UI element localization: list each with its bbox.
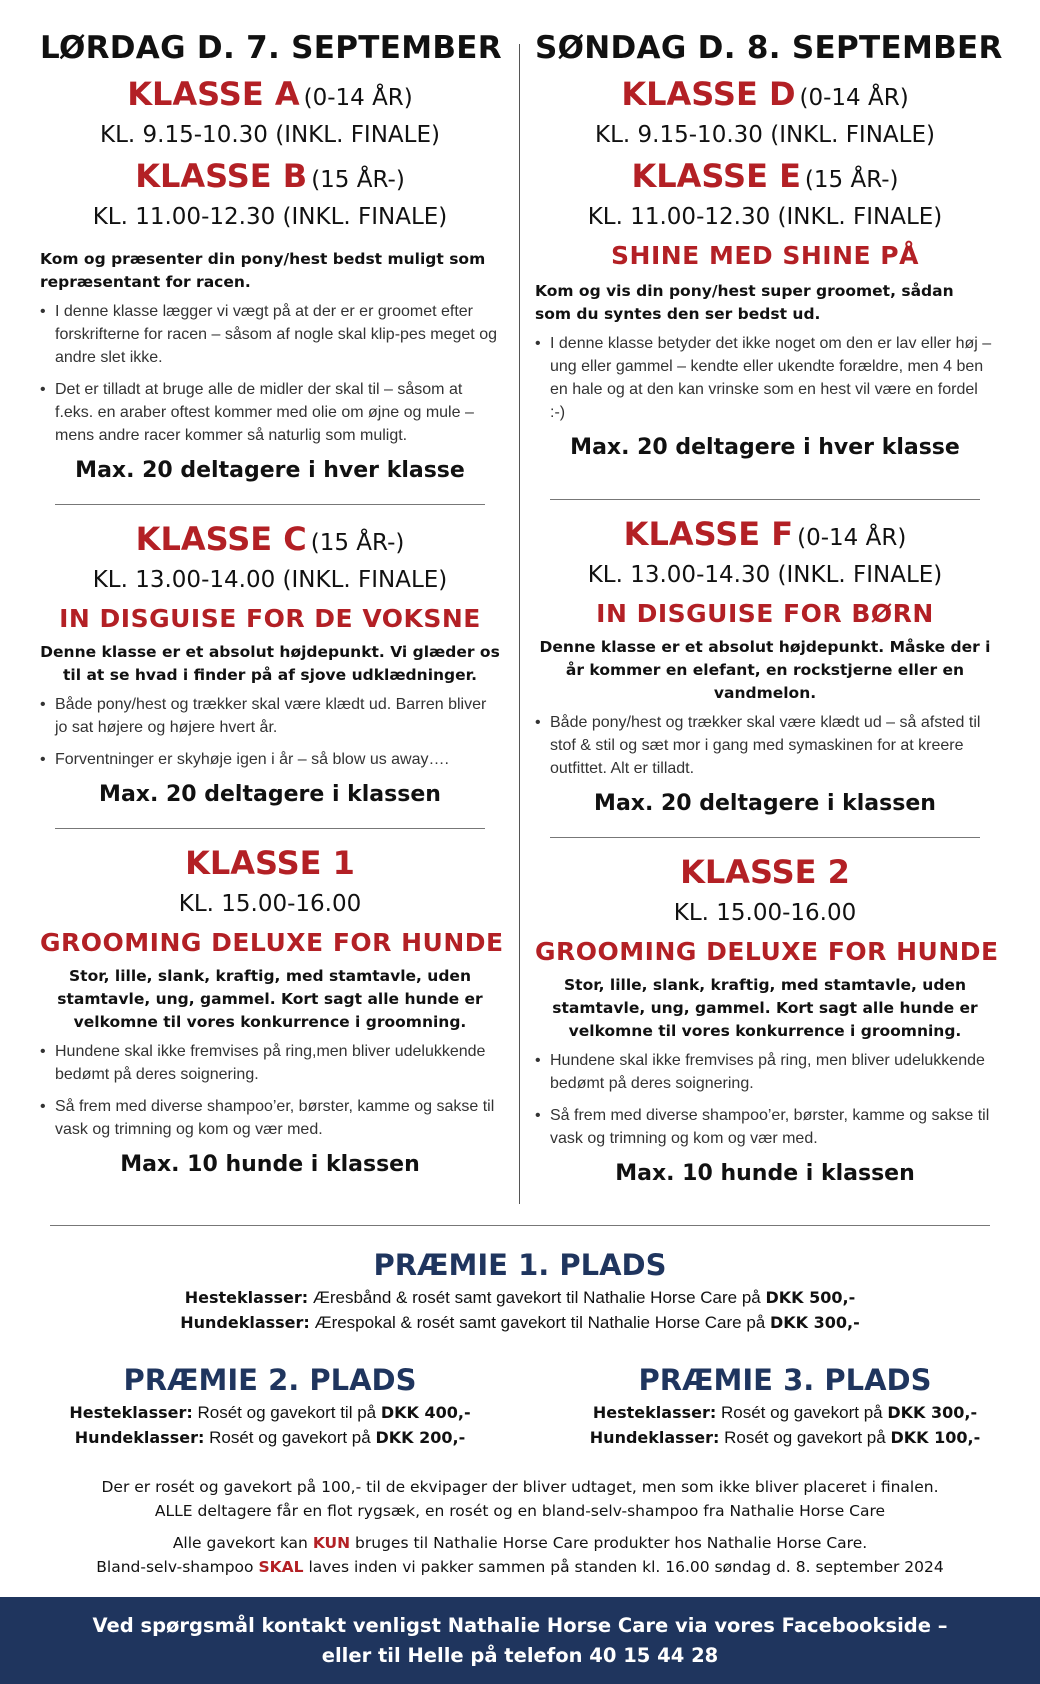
prize-first-dog xyxy=(0,1310,1040,1335)
prize-third-horse xyxy=(545,1400,1025,1425)
klasse-c-age: (15 ÅR-) xyxy=(310,530,405,556)
klasse-a-time: KL. 9.15-10.30 (INKL. FINALE) xyxy=(100,122,440,148)
footer-line-1: Ved spørgsmål kontakt venligst Nathalie Horse Care via vores Facebookside – xyxy=(92,1613,948,1637)
list-item: • Forventninger er skyhøje igen i år – så blow us away…. xyxy=(40,748,500,771)
klasse-e-name: KLASSE E xyxy=(631,157,801,195)
note-emphasis: SKAL xyxy=(258,1558,304,1576)
klasse-b-name: KLASSE B xyxy=(135,157,308,195)
list-item: • Så frem med diverse shampoo’er, børster, kamme og sakse til vask og trimning og kom og vær med. xyxy=(40,1095,500,1141)
klasse-c-heading xyxy=(40,519,500,565)
klasse-d-time: KL. 9.15-10.30 (INKL. FINALE) xyxy=(595,122,935,148)
saturday-column xyxy=(40,30,504,1180)
prize-label: Hesteklasser: xyxy=(184,1288,309,1307)
prize-second xyxy=(30,1360,510,1450)
klasse-f-heading xyxy=(535,514,995,560)
note-line-1: Der er rosét og gavekort på 100,- til de ekvipager der bliver udtaget, men som ikke bliver placeret i finalen. xyxy=(101,1478,939,1496)
prizes-divider xyxy=(50,1225,990,1226)
prize-amount: DKK 500,- xyxy=(765,1288,856,1307)
note-line-3 xyxy=(0,1531,1040,1555)
klasse-a-age: (0-14 ÅR) xyxy=(303,85,413,111)
list-item: • I denne klasse betyder det ikke noget om den er lav eller høj – ung eller gammel – kendte eller ukendte forældre, men 4 ben en hale og at den kan vrinske som en hest vil være en fordel :-) xyxy=(535,332,995,424)
klasse-2-bullets xyxy=(535,1049,995,1150)
prize-text: Ærespokal & rosét samt gavekort til Nathalie Horse Care på xyxy=(314,1313,766,1332)
klasse-1-name: KLASSE 1 xyxy=(185,844,355,882)
note-text: Alle gavekort kan xyxy=(172,1534,308,1552)
sunday-column xyxy=(535,30,1003,1189)
klasse-1-max: Max. 10 hunde i klassen xyxy=(120,1152,420,1177)
klasse-1-time: KL. 15.00-16.00 xyxy=(178,891,362,917)
klasse-c-bullets xyxy=(40,693,500,771)
klasse-d-name: KLASSE D xyxy=(621,75,796,113)
footer-line-2: eller til Helle på telefon 40 15 44 28 xyxy=(321,1643,719,1667)
note-text: bruges til Nathalie Horse Care produkter hos Nathalie Horse Care. xyxy=(355,1534,868,1552)
klasse-c-theme: IN DISGUISE FOR DE VOKSNE xyxy=(59,604,481,633)
klasse-2-max: Max. 10 hunde i klassen xyxy=(615,1161,915,1186)
klasse-de-intro: Kom og vis din pony/hest super groomet, sådan som du syntes den ser bedst ud. xyxy=(535,282,954,323)
prize-amount: DKK 200,- xyxy=(375,1428,466,1447)
klasse-de-bullets xyxy=(535,332,995,424)
prize-amount: DKK 100,- xyxy=(890,1428,981,1447)
klasse-ab-intro: Kom og præsenter din pony/hest bedst muligt som repræsentant for racen. xyxy=(40,250,486,291)
prize-text: Rosét og gavekort på xyxy=(724,1428,886,1447)
section-divider xyxy=(550,837,980,838)
klasse-ab-bullets xyxy=(40,300,500,447)
klasse-e-age: (15 ÅR-) xyxy=(804,167,899,193)
klasse-1-bullets xyxy=(40,1040,500,1141)
klasse-b-age: (15 ÅR-) xyxy=(311,167,405,193)
klasse-2-theme: GROOMING DELUXE FOR HUNDE xyxy=(535,937,999,966)
klasse-f-bullets xyxy=(535,711,995,780)
klasse-c-time: KL. 13.00-14.00 (INKL. FINALE) xyxy=(92,567,448,593)
prize-second-title: PRÆMIE 2. PLADS xyxy=(123,1363,417,1397)
prize-label: Hundeklasser: xyxy=(74,1428,205,1447)
sunday-title: SØNDAG D. 8. SEPTEMBER xyxy=(535,30,1003,66)
klasse-d-heading xyxy=(535,74,995,120)
klasse-2-time: KL. 15.00-16.00 xyxy=(673,900,857,926)
list-item: • Både pony/hest og trækker skal være klædt ud. Barren bliver jo sat højere og højere hvert år. xyxy=(40,693,500,739)
note-text: Bland-selv-shampoo xyxy=(96,1558,254,1576)
section-divider xyxy=(55,504,485,505)
prize-third xyxy=(545,1360,1025,1450)
list-item: • Det er tilladt at bruge alle de midler der skal til – såsom at f.eks. en araber oftest kommer med olie om øjne og mule – mens andre racer kommer så naturlig som muligt. xyxy=(40,378,500,447)
prize-first-title: PRÆMIE 1. PLADS xyxy=(373,1248,667,1282)
prize-label: Hundeklasser: xyxy=(589,1428,720,1447)
list-item: • Hundene skal ikke fremvises på ring, men bliver udelukkende bedømt på deres soignering. xyxy=(535,1049,995,1095)
notes xyxy=(0,1475,1040,1579)
klasse-f-time: KL. 13.00-14.30 (INKL. FINALE) xyxy=(587,562,943,588)
section-divider xyxy=(550,499,980,500)
center-divider xyxy=(519,44,520,1204)
klasse-1-heading xyxy=(40,843,500,889)
klasse-e-time: KL. 11.00-12.30 (INKL. FINALE) xyxy=(587,204,943,230)
prize-second-horse xyxy=(30,1400,510,1425)
klasse-a-name: KLASSE A xyxy=(127,75,300,113)
list-item: • Både pony/hest og trækker skal være klædt ud – så afsted til stof & stil og sæt mor i gang med symaskinen for at kreere outfittet. Alt er tilladt. xyxy=(535,711,995,780)
klasse-f-name: KLASSE F xyxy=(623,515,794,553)
contact-footer xyxy=(0,1597,1040,1684)
prize-text: Rosét og gavekort på xyxy=(721,1403,883,1422)
klasse-e-heading xyxy=(535,156,995,202)
prize-third-dog xyxy=(545,1425,1025,1450)
klasse-b-heading xyxy=(40,156,500,202)
prize-second-dog xyxy=(30,1425,510,1450)
section-divider xyxy=(55,828,485,829)
saturday-title: LØRDAG D. 7. SEPTEMBER xyxy=(40,30,502,66)
note-line-4 xyxy=(0,1555,1040,1579)
prize-text: Æresbånd & rosét samt gavekort til Nathalie Horse Care på xyxy=(312,1288,761,1307)
klasse-f-age: (0-14 ÅR) xyxy=(797,525,907,551)
klasse-a-heading xyxy=(40,74,500,120)
klasse-f-intro: Denne klasse er et absolut højdepunkt. Måske der i år kommer en elefant, en rockstjerne eller en vandmelon. xyxy=(539,638,991,702)
klasse-1-theme: GROOMING DELUXE FOR HUNDE xyxy=(40,928,504,957)
prize-amount: DKK 300,- xyxy=(887,1403,978,1422)
klasse-2-intro: Stor, lille, slank, kraftig, med stamtavle, uden stamtavle, ung, gammel. Kort sagt alle hunde er velkomne til vores konkurrence i groomning. xyxy=(552,976,978,1040)
klasse-f-theme: IN DISGUISE FOR BØRN xyxy=(596,599,934,628)
prize-first xyxy=(0,1245,1040,1335)
list-item: • Hundene skal ikke fremvises på ring,men bliver udelukkende bedømt på deres soignering. xyxy=(40,1040,500,1086)
note-text: laves inden vi pakker sammen på standen kl. 16.00 søndag d. 8. september 2024 xyxy=(308,1558,944,1576)
prize-label: Hesteklasser: xyxy=(69,1403,193,1422)
klasse-1-intro: Stor, lille, slank, kraftig, med stamtavle, uden stamtavle, ung, gammel. Kort sagt alle hunde er velkomne til vores konkurrence i groomning. xyxy=(57,967,483,1031)
klasse-ab-max: Max. 20 deltagere i hver klasse xyxy=(75,458,465,483)
klasse-c-name: KLASSE C xyxy=(135,520,307,558)
klasse-d-age: (0-14 ÅR) xyxy=(799,85,909,111)
list-item: • Så frem med diverse shampoo’er, børster, kamme og sakse til vask og trimning og kom og vær med. xyxy=(535,1104,995,1150)
prize-first-horse xyxy=(0,1285,1040,1310)
prize-label: Hundeklasser: xyxy=(180,1313,310,1332)
prize-text: Rosét og gavekort på xyxy=(209,1428,371,1447)
klasse-b-time: KL. 11.00-12.30 (INKL. FINALE) xyxy=(92,204,448,230)
list-item: • I denne klasse lægger vi vægt på at der er er groomet efter forskrifterne for racen – såsom af nogle skal klip-pes meget og andre slet ikke. xyxy=(40,300,500,369)
prize-third-title: PRÆMIE 3. PLADS xyxy=(638,1363,932,1397)
prize-amount: DKK 400,- xyxy=(380,1403,471,1422)
klasse-2-heading xyxy=(535,852,995,898)
prize-label: Hesteklasser: xyxy=(592,1403,717,1422)
klasse-c-intro: Denne klasse er et absolut højdepunkt. Vi glæder os til at se hvad i finder på af sjove udklædninger. xyxy=(40,643,500,684)
note-line-2: ALLE deltagere får en flot rygsæk, en rosét og en bland-selv-shampoo fra Nathalie Horse Care xyxy=(154,1502,886,1520)
klasse-2-name: KLASSE 2 xyxy=(680,853,850,891)
klasse-f-max: Max. 20 deltagere i klassen xyxy=(594,791,936,816)
prize-text: Rosét og gavekort til på xyxy=(197,1403,377,1422)
note-emphasis: KUN xyxy=(312,1534,351,1552)
prize-amount: DKK 300,- xyxy=(770,1313,860,1332)
klasse-de-theme: SHINE MED SHINE PÅ xyxy=(611,241,919,270)
klasse-c-max: Max. 20 deltagere i klassen xyxy=(99,782,441,807)
klasse-de-max: Max. 20 deltagere i hver klasse xyxy=(570,435,960,460)
